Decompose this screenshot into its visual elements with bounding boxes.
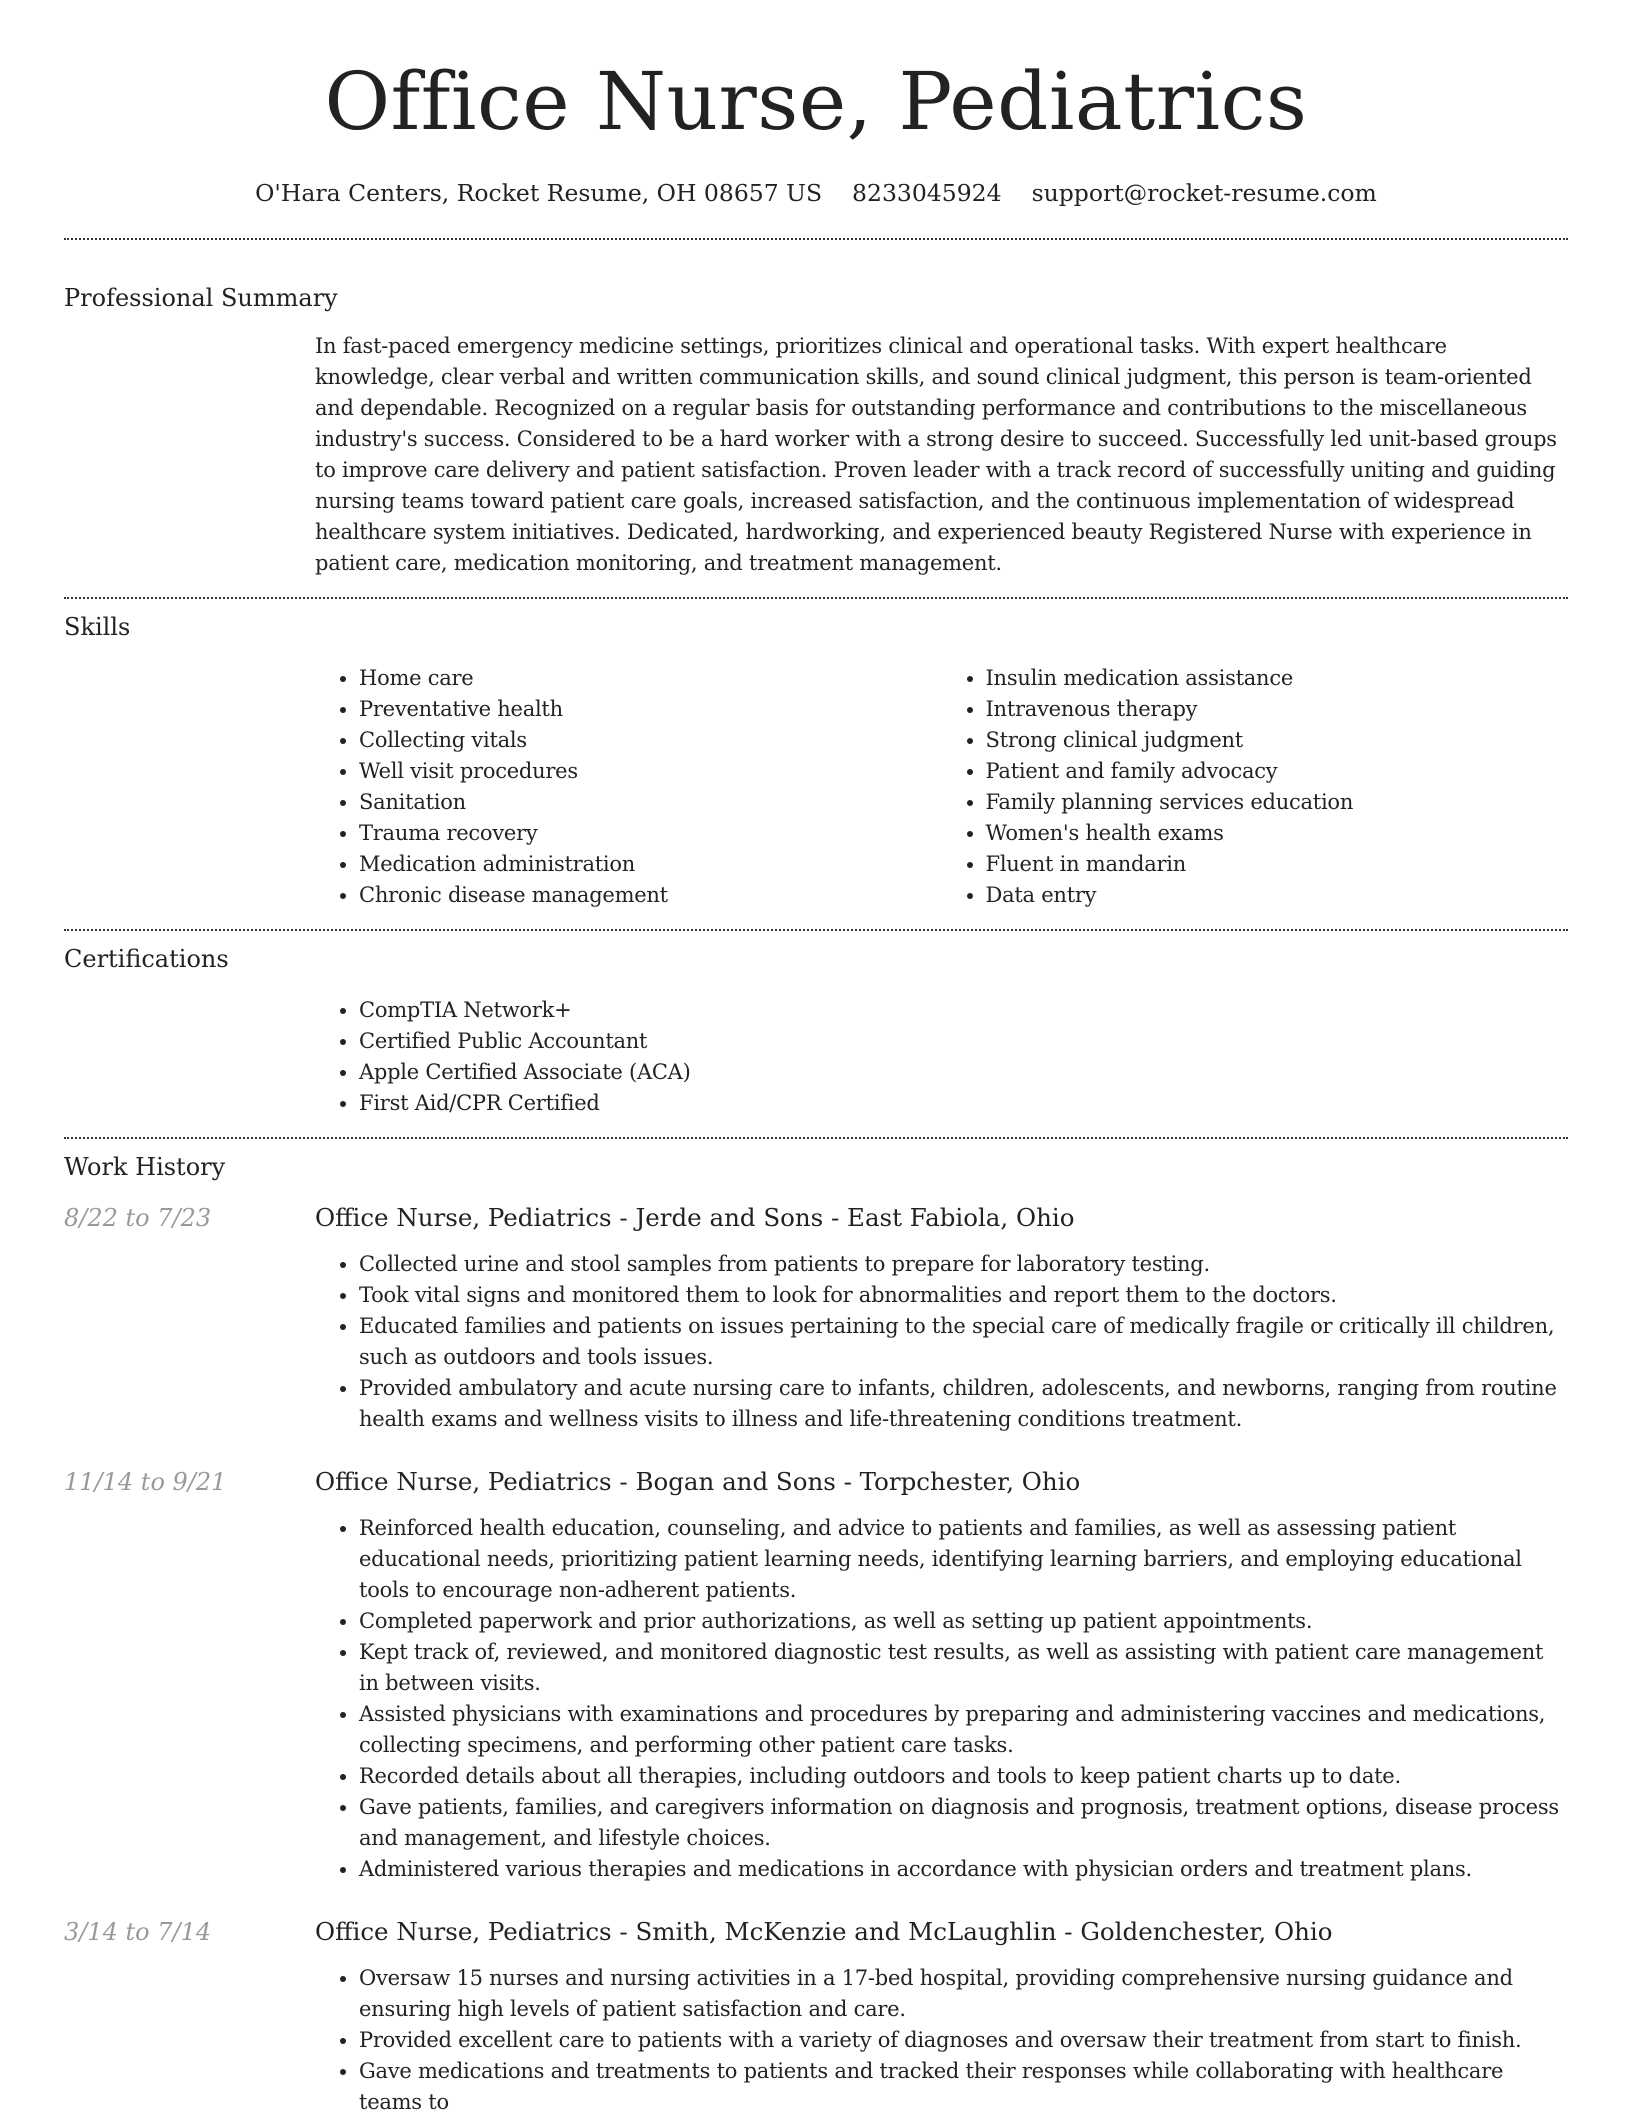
job-bullet: • Administered various therapies and medications in accordance with physician orders and treatment plans.: [359, 1854, 1568, 1885]
job-heading: Office Nurse, Pediatrics - Smith, McKenzie and McLaughlin - Goldenchester, Ohio: [315, 1917, 1333, 1946]
section-title-certifications: Certifications: [64, 945, 229, 973]
job-bullet: • Reinforced health education, counseling, and advice to patients and families, as well as assessing patient educational needs, prioritizing patient learning needs, identifying learning barriers, and employing educational tools to encourage non-adherent patients.: [359, 1513, 1568, 1606]
skill-item: • Sanitation: [359, 787, 942, 818]
work-history-section: [64, 1152, 1568, 2118]
skill-item: • Well visit procedures: [359, 756, 942, 787]
section-title-summary: Professional Summary: [64, 284, 338, 312]
skill-item: • Fluent in mandarin: [986, 849, 1569, 880]
skill-item: • Patient and family advocacy: [986, 756, 1569, 787]
section-title-work-history: Work History: [64, 1153, 226, 1181]
job-entry: [64, 1465, 1568, 1885]
job-bullet: • Recorded details about all therapies, including outdoors and tools to keep patient charts up to date.: [359, 1761, 1568, 1792]
skill-item: • Preventative health: [359, 694, 942, 725]
job-dates: 11/14 to 9/21: [64, 1468, 227, 1496]
contact-phone: 8233045924: [852, 179, 1002, 207]
job-bullet: • Oversaw 15 nurses and nursing activities in a 17-bed hospital, providing comprehensive nursing guidance and ensuring high levels of patient satisfaction and care.: [359, 1963, 1568, 2025]
skills-list-left: [315, 663, 942, 911]
job-dates: 3/14 to 7/14: [64, 1918, 212, 1946]
contact-address: O'Hara Centers, Rocket Resume, OH 08657 US: [255, 179, 823, 207]
job-bullet: • Provided ambulatory and acute nursing care to infants, children, adolescents, and newborns, ranging from routine health exams and wellness visits to illness and life-threatening conditions treatment.: [359, 1373, 1568, 1435]
section-divider: [64, 238, 1568, 240]
certifications-section: [64, 944, 1568, 1119]
job-bullet: • Provided excellent care to patients with a variety of diagnoses and oversaw their treatment from start to finish.: [359, 2025, 1568, 2056]
certification-item: • CompTIA Network+: [359, 995, 1568, 1026]
section-title-skills: Skills: [64, 613, 131, 641]
job-bullet: • Kept track of, reviewed, and monitored diagnostic test results, as well as assisting with patient care management in between visits.: [359, 1637, 1568, 1699]
skill-item: • Insulin medication assistance: [986, 663, 1569, 694]
skills-section: [64, 612, 1568, 911]
job-bullet: • Gave patients, families, and caregivers information on diagnosis and prognosis, treatment options, disease process and management, and lifestyle choices.: [359, 1792, 1568, 1854]
job-bullets: [315, 1249, 1568, 1435]
certification-item: • First Aid/CPR Certified: [359, 1088, 1568, 1119]
skill-item: • Trauma recovery: [359, 818, 942, 849]
contact-email: support@rocket-resume.com: [1031, 179, 1377, 207]
job-bullet: • Assisted physicians with examinations and procedures by preparing and administering vaccines and medications, collecting specimens, and performing other patient care tasks.: [359, 1699, 1568, 1761]
certification-item: • Certified Public Accountant: [359, 1026, 1568, 1057]
skills-grid: [315, 663, 1568, 911]
job-bullet: • Educated families and patients on issues pertaining to the special care of medically fragile or critically ill children, such as outdoors and tools issues.: [359, 1311, 1568, 1373]
summary-body: [315, 331, 1568, 579]
job-heading: Office Nurse, Pediatrics - Bogan and Sons - Torpchester, Ohio: [315, 1467, 1081, 1496]
section-divider: [64, 597, 1568, 599]
job-bullet: • Took vital signs and monitored them to look for abnormalities and report them to the doctors.: [359, 1280, 1568, 1311]
skills-list-right: [942, 663, 1569, 911]
job-bullets: [315, 1513, 1568, 1885]
job-heading: Office Nurse, Pediatrics - Jerde and Sons - East Fabiola, Ohio: [315, 1203, 1075, 1232]
skill-item: • Home care: [359, 663, 942, 694]
job-bullet: • Gave medications and treatments to patients and tracked their responses while collaborating with healthcare teams to: [359, 2056, 1568, 2118]
skill-item: • Intravenous therapy: [986, 694, 1569, 725]
skill-item: • Chronic disease management: [359, 880, 942, 911]
certification-item: • Apple Certified Associate (ACA): [359, 1057, 1568, 1088]
section-divider: [64, 1137, 1568, 1139]
summary-section: [64, 283, 1568, 579]
job-entry: [64, 1915, 1568, 2118]
job-entry: [64, 1201, 1568, 1435]
resume-page: [64, 0, 1568, 2118]
section-divider: [64, 929, 1568, 931]
certifications-list: [315, 995, 1568, 1119]
resume-name: Office Nurse, Pediatrics: [324, 55, 1308, 148]
job-bullet: • Collected urine and stool samples from patients to prepare for laboratory testing.: [359, 1249, 1568, 1280]
skill-item: • Collecting vitals: [359, 725, 942, 756]
skill-item: • Strong clinical judgment: [986, 725, 1569, 756]
skill-item: • Data entry: [986, 880, 1569, 911]
certifications-body: [315, 995, 1568, 1119]
job-bullet: • Completed paperwork and prior authorizations, as well as setting up patient appointments.: [359, 1606, 1568, 1637]
skill-item: • Medication administration: [359, 849, 942, 880]
summary-text: In fast-paced emergency medicine settings, prioritizes clinical and operational tasks. With expert healthcare knowledge, clear verbal and written communication skills, and sound clinical judgment, this person is team-oriented and dependable. Recognized on a regular basis for outstanding performance and contributions to the miscellaneous industry's success. Considered to be a hard worker with a strong desire to succeed. Successfully led unit-based groups to improve care delivery and patient satisfaction. Proven leader with a track record of successfully uniting and guiding nursing teams toward patient care goals, increased satisfaction, and the continuous implementation of widespread healthcare system initiatives. Dedicated, hardworking, and experienced beauty Registered Nurse with experience in patient care, medication monitoring, and treatment management.: [315, 334, 1557, 575]
contact-line: [64, 178, 1568, 208]
job-dates: 8/22 to 7/23: [64, 1204, 212, 1232]
job-bullets: [315, 1963, 1568, 2118]
skill-item: • Family planning services education: [986, 787, 1569, 818]
skill-item: • Women's health exams: [986, 818, 1569, 849]
